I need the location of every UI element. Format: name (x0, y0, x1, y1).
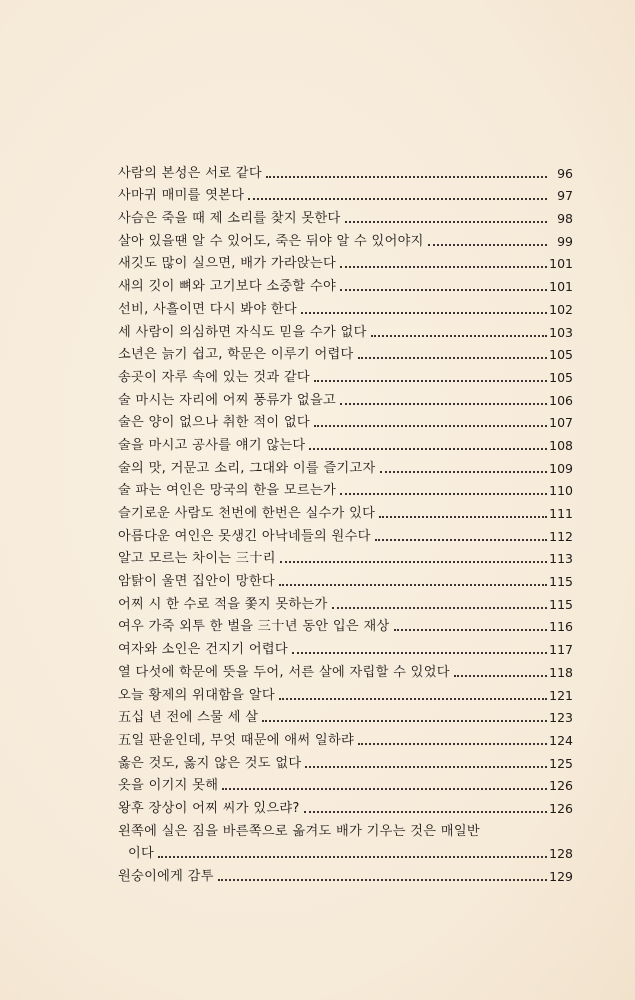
entry-page-number: 115 (549, 574, 573, 590)
entry-title: 사마귀 매미를 엿본다 (118, 188, 245, 204)
dot-leader (340, 493, 547, 495)
dot-leader (332, 607, 548, 609)
entry-title: 술 마시는 자리에 어찌 풍류가 없을고 (118, 392, 337, 408)
entry-title: 알고 모르는 차이는 三十리 (118, 551, 276, 567)
entry-title: 왼쪽에 실은 짐을 바른쪽으로 옮겨도 배가 기우는 것은 매일반 (118, 823, 480, 839)
entry-title: 열 다섯에 학문에 뜻을 두어, 서른 살에 자립할 수 있었다 (118, 664, 450, 680)
entry-page-number: 126 (549, 800, 573, 816)
toc-entry (118, 590, 573, 613)
dot-leader (428, 244, 547, 246)
toc-entry (118, 704, 573, 727)
entry-page-number: 115 (549, 596, 573, 612)
entry-page-number: 124 (549, 732, 573, 748)
dot-leader (305, 766, 547, 768)
entry-title: 여자와 소인은 건지기 어렵다 (118, 642, 288, 658)
entry-page-number: 107 (549, 415, 573, 431)
entry-title: 왕후 장상이 어찌 씨가 있으랴? (118, 800, 300, 816)
entry-page-number: 123 (549, 710, 573, 726)
entry-title: 이다 (128, 846, 155, 862)
entry-page-number: 103 (549, 324, 573, 340)
dot-leader (266, 176, 547, 178)
entry-page-number: 113 (549, 551, 573, 567)
dot-leader (280, 561, 547, 563)
dot-leader (158, 856, 547, 858)
toc-entry (118, 545, 573, 568)
entry-title: 아름다운 여인은 못생긴 아낙네들의 원수다 (118, 528, 371, 544)
toc-entry (118, 386, 573, 409)
entry-page-number: 121 (549, 687, 573, 703)
toc-entry (118, 363, 573, 386)
toc-entry (118, 817, 573, 840)
dot-leader (262, 720, 547, 722)
toc-entry (118, 182, 573, 205)
entry-page-number: 97 (557, 188, 573, 204)
entry-page-number: 105 (549, 347, 573, 363)
dot-leader (248, 198, 547, 200)
dot-leader (301, 312, 547, 314)
entry-page-number: 110 (549, 483, 573, 499)
toc-entry (118, 499, 573, 522)
toc-entry (118, 318, 573, 341)
entry-title: 세 사람이 의심하면 자식도 믿을 수가 없다 (118, 324, 367, 340)
toc-entry (118, 522, 573, 545)
entry-title: 사람의 본성은 서로 같다 (118, 165, 262, 181)
table-of-contents (118, 159, 573, 885)
toc-entry (118, 613, 573, 636)
entry-title: 새의 깃이 뼈와 고기보다 소중할 수야 (118, 279, 337, 295)
entry-title: 술을 마시고 공사를 얘기 않는다 (118, 437, 306, 453)
toc-entry (118, 772, 573, 795)
toc-entry (118, 658, 573, 681)
entry-page-number: 128 (549, 846, 573, 862)
toc-entry (118, 635, 573, 658)
dot-leader (340, 403, 547, 405)
dot-leader (304, 811, 547, 813)
toc-entry (118, 159, 573, 182)
toc-entry (118, 749, 573, 772)
entry-page-number: 101 (549, 256, 573, 272)
entry-page-number: 126 (549, 778, 573, 794)
toc-entry (118, 794, 573, 817)
dot-leader (345, 221, 547, 223)
dot-leader (358, 743, 547, 745)
dot-leader (340, 266, 547, 268)
dot-leader (309, 448, 547, 450)
toc-entry (118, 227, 573, 250)
entry-page-number: 116 (549, 619, 573, 635)
entry-title: 옳은 것도, 옳지 않은 것도 없다 (118, 755, 302, 771)
dot-leader (380, 471, 547, 473)
toc-entry-continuation (118, 840, 573, 863)
toc-entry (118, 204, 573, 227)
dot-leader (279, 698, 547, 700)
entry-title: 원숭이에게 감투 (118, 869, 214, 884)
entry-title: 五일 판윤인데, 무엇 때문에 애써 일하랴 (118, 732, 355, 748)
toc-entry (118, 295, 573, 318)
entry-title: 여우 가죽 외투 한 벌을 三十년 동안 입은 재상 (118, 619, 390, 635)
entry-title: 술의 맛, 거문고 소리, 그대와 이를 즐기고자 (118, 460, 376, 476)
entry-page-number: 106 (549, 392, 573, 408)
toc-entry (118, 431, 573, 454)
entry-title: 선비, 사흘이면 다시 봐야 한다 (118, 301, 297, 317)
dot-leader (371, 335, 547, 337)
toc-entry (118, 862, 573, 885)
entry-page-number: 125 (549, 755, 573, 771)
entry-title: 송곳이 자루 속에 있는 것과 같다 (118, 369, 310, 385)
dot-leader (375, 539, 547, 541)
entry-page-number: 99 (557, 233, 573, 249)
toc-entry (118, 454, 573, 477)
entry-page-number: 117 (549, 642, 573, 658)
toc-entry (118, 341, 573, 364)
dot-leader (314, 425, 547, 427)
entry-page-number: 96 (557, 165, 573, 181)
entry-title: 술은 양이 없으나 취한 적이 없다 (118, 415, 310, 431)
entry-title: 소년은 늙기 쉽고, 학문은 이루기 어렵다 (118, 347, 354, 363)
entry-page-number: 129 (549, 869, 573, 884)
toc-entry (118, 477, 573, 500)
toc-entry (118, 681, 573, 704)
entry-title: 어찌 시 한 수로 적을 쫓지 못하는가 (118, 596, 328, 612)
entry-title: 옷을 이기지 못해 (118, 778, 219, 794)
dot-leader (218, 879, 547, 881)
entry-title: 새깃도 많이 실으면, 배가 가라앉는다 (118, 256, 337, 272)
toc-entry (118, 272, 573, 295)
toc-entry (118, 567, 573, 590)
entry-page-number: 112 (549, 528, 573, 544)
entry-title: 五십 년 전에 스물 세 살 (118, 710, 259, 726)
dot-leader (454, 675, 547, 677)
entry-page-number: 98 (557, 211, 573, 227)
entry-page-number: 111 (549, 506, 573, 521)
dot-leader (340, 289, 547, 291)
entry-page-number: 109 (549, 460, 573, 476)
entry-title: 암탉이 울면 집안이 망한다 (118, 574, 275, 590)
entry-page-number: 102 (549, 301, 573, 317)
entry-title: 오늘 황제의 위대함을 알다 (118, 687, 275, 703)
dot-leader (394, 629, 547, 631)
entry-page-number: 118 (549, 664, 573, 680)
dot-leader (222, 788, 547, 790)
toc-entry (118, 409, 573, 432)
entry-title: 술 파는 여인은 망국의 한을 모르는가 (118, 483, 337, 499)
toc-entry (118, 250, 573, 273)
dot-leader (358, 357, 547, 359)
dot-leader (292, 652, 547, 654)
dot-leader (279, 584, 547, 586)
entry-page-number: 105 (549, 369, 573, 385)
dot-leader (314, 380, 547, 382)
entry-page-number: 108 (549, 437, 573, 453)
toc-entry (118, 726, 573, 749)
entry-title: 살아 있을땐 알 수 있어도, 죽은 뒤야 알 수 있어야지 (118, 233, 424, 249)
entry-title: 사슴은 죽을 때 제 소리를 찾지 못한다 (118, 211, 341, 227)
entry-title: 슬기로운 사람도 천번에 한번은 실수가 있다 (118, 506, 376, 521)
dot-leader (379, 516, 547, 518)
entry-page-number: 101 (549, 279, 573, 295)
